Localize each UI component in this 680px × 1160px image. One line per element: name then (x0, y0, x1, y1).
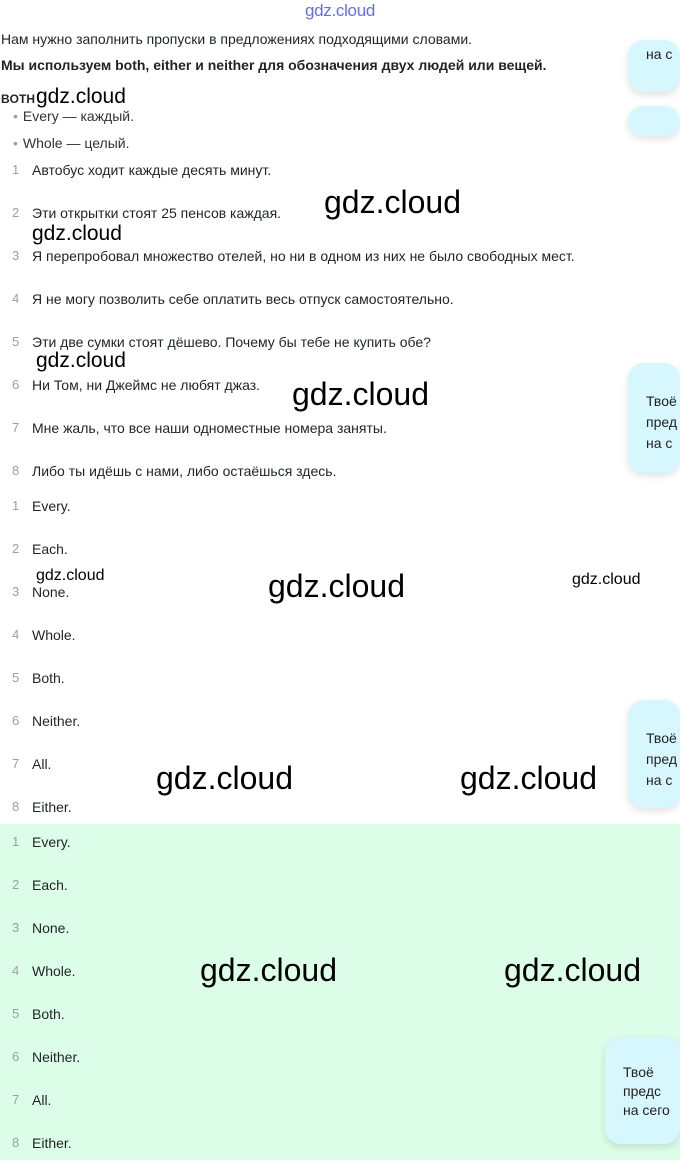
bullet-item: • Every — каждый. (13, 108, 134, 124)
bubble-text: пред (646, 751, 678, 767)
watermark: gdz.cloud (268, 568, 405, 604)
answer-text: All. (32, 1092, 52, 1108)
sentence-text: Ни Том, ни Джеймс не любят джаз. (32, 377, 261, 393)
answer-text: Each. (32, 541, 68, 557)
answer-text: All. (32, 756, 52, 772)
bullet-text: Every — каждый. (22, 108, 134, 124)
sentence-text: Я перепробовал множество отелей, но ни в одном из них не было свободных мест. (32, 248, 575, 264)
watermark: gdz.cloud (32, 222, 122, 245)
answer-text: Every. (32, 834, 71, 850)
prediction-bubble[interactable] (628, 363, 680, 473)
answer-text: Neither. (32, 713, 81, 729)
watermark: gdz.cloud (572, 571, 641, 588)
bubble-text: Твоё (623, 1064, 654, 1080)
bubble-text: на с (646, 772, 673, 788)
watermark: gdz.cloud (156, 760, 293, 796)
bubble-text: на сего (623, 1102, 670, 1118)
row-number: 7 (12, 420, 20, 435)
bullet-item: • Whole — целый. (13, 135, 130, 151)
watermark: gdz.cloud (36, 85, 126, 108)
row-number: 1 (12, 162, 20, 177)
row-number: 5 (12, 1006, 20, 1021)
bubble-text: предс (623, 1083, 662, 1099)
watermark: gdz.cloud (200, 952, 337, 988)
row-number: 8 (12, 1135, 20, 1150)
row-number: 7 (12, 1092, 20, 1107)
row-number: 3 (12, 248, 20, 263)
answer-text: Either. (32, 799, 72, 815)
sentence-text: Автобус ходит каждые десять минут. (32, 162, 272, 178)
bubble-text: на с (646, 435, 673, 451)
watermark: gdz.cloud (292, 376, 429, 412)
sentence-text: Мне жаль, что все наши одноместные номера заняты. (32, 420, 387, 436)
row-number: 4 (12, 963, 20, 978)
row-number: 1 (12, 498, 20, 513)
watermark: gdz.cloud (504, 952, 641, 988)
row-number: 2 (12, 877, 20, 892)
row-number: 4 (12, 627, 20, 642)
row-number: 6 (12, 1049, 20, 1064)
watermark: gdz.cloud (324, 184, 461, 220)
bubble-text: Твоё (646, 393, 677, 409)
task-description: Нам нужно заполнить пропуски в предложениях подходящими словами. (1, 31, 473, 47)
bubble-text: пред (646, 414, 678, 430)
row-number: 3 (12, 584, 20, 599)
answer-text: Each. (32, 877, 68, 893)
watermark: gdz.cloud (460, 760, 597, 796)
bubble-text: на с (646, 46, 673, 62)
answer-text: Either. (32, 1135, 72, 1151)
bubble-text: Твоё (646, 730, 677, 746)
row-number: 3 (12, 920, 20, 935)
both-label: BOTH (1, 92, 35, 106)
bullet-text: Whole — целый. (22, 135, 130, 151)
row-number: 7 (12, 756, 20, 771)
prediction-bubble[interactable] (628, 700, 680, 808)
answer-text: Whole. (32, 963, 76, 979)
row-number: 5 (12, 670, 20, 685)
answer-text: Every. (32, 498, 71, 514)
prediction-bubble[interactable] (605, 1037, 680, 1144)
sentence-text: Эти открытки стоят 25 пенсов каждая. (32, 205, 282, 221)
answer-text: None. (32, 584, 70, 600)
answer-text: Both. (32, 1006, 65, 1022)
watermark: gdz.cloud (36, 567, 105, 584)
row-number: 5 (12, 334, 20, 349)
row-number: 2 (12, 205, 20, 220)
prediction-bubble[interactable] (628, 40, 680, 92)
watermark: gdz.cloud (36, 349, 126, 372)
answer-text: Whole. (32, 627, 76, 643)
sentence-text: Я не могу позволить себе оплатить весь отпуск самостоятельно. (32, 291, 454, 307)
answer-text: Neither. (32, 1049, 81, 1065)
row-number: 1 (12, 834, 20, 849)
grammar-note: Мы используем both, either и neither для обозначения двух людей или вещей. (1, 57, 547, 73)
answer-block-highlighted (0, 824, 680, 1160)
answer-text: Both. (32, 670, 65, 686)
row-number: 6 (12, 713, 20, 728)
row-number: 2 (12, 541, 20, 556)
prediction-bubble[interactable] (628, 106, 680, 136)
row-number: 8 (12, 799, 20, 814)
sentence-text: Либо ты идёшь с нами, либо остаёшься здесь. (32, 463, 337, 479)
row-number: 8 (12, 463, 20, 478)
row-number: 4 (12, 291, 20, 306)
row-number: 6 (12, 377, 20, 392)
sentence-text: Эти две сумки стоят дёшево. Почему бы тебе не купить обе? (32, 334, 431, 350)
site-logo[interactable]: gdz.cloud (304, 1, 376, 20)
answer-text: None. (32, 920, 70, 936)
